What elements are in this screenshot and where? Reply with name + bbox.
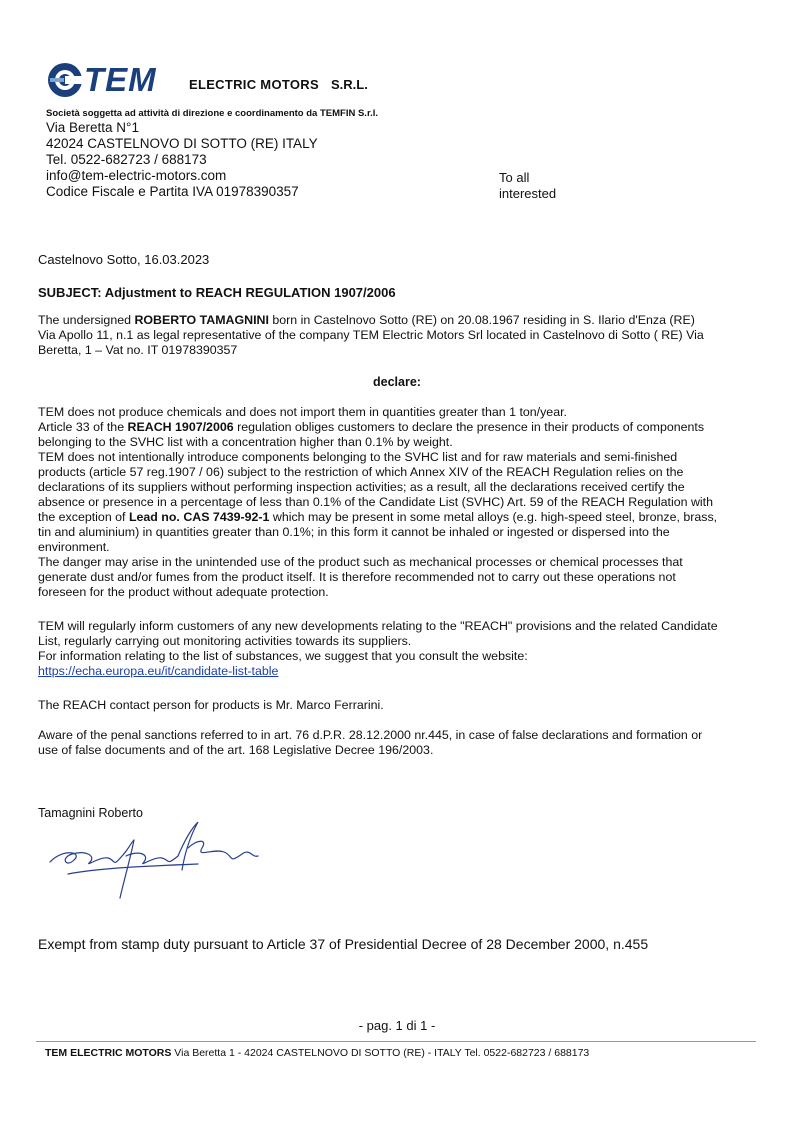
recipient-line: To all (499, 170, 530, 185)
body-line: generate dust and/or fumes from the product itself. It is therefore recommended not to carry out these operations not (38, 570, 676, 584)
page-number: - pag. 1 di 1 - (358, 1018, 436, 1033)
company-suffix: S.R.L. (331, 77, 368, 92)
body-line: belonging to the SVHC list with a concentration higher than 0.1% by weight. (38, 435, 453, 449)
body-line: declarations of its suppliers without performing inspection activities; as a result, all the declarations received certify the (38, 480, 685, 494)
letter-date: Castelnovo Sotto, 16.03.2023 (38, 252, 210, 267)
body-line (38, 420, 756, 435)
logo-wordmark: TEM (84, 61, 157, 98)
declare-heading: declare: (373, 375, 421, 389)
address-email: info@tem-electric-motors.com (46, 168, 227, 183)
contact-person: The REACH contact person for products is Mr. Marco Ferrarini. (38, 698, 384, 712)
address-street: Via Beretta N°1 (46, 120, 139, 135)
footer-company: TEM ELECTRIC MOTORS (45, 1047, 172, 1059)
body-line: environment. (38, 540, 110, 554)
inform-line: List, regularly carrying out monitoring activities towards its suppliers. (38, 634, 412, 648)
text-run: which may be present in some metal alloys (e.g. high-speed steel, bronze, brass, (269, 510, 718, 524)
subsidiary-note: Società soggetta ad attività di direzione e coordinamento da TEMFIN S.r.l. (46, 108, 379, 119)
lead-cas-bold: Lead no. CAS 7439-92-1 (128, 510, 270, 524)
address-phone: Tel. 0522-682723 / 688173 (46, 152, 207, 167)
inform-line: For information relating to the list of substances, we suggest that you consult the website: (38, 649, 528, 663)
body-line: foreseen for the product without adequate protection. (38, 585, 329, 599)
declaration-body (38, 405, 756, 600)
aware-line: Aware of the penal sanctions referred to in art. 76 d.P.R. 28.12.2000 nr.445, in case of false declarations and formation or (38, 728, 703, 742)
recipient-block (499, 170, 556, 202)
footer-address: Via Beretta 1 - 42024 CASTELNOVO DI SOTTO (RE) - ITALY Tel. 0522-682723 / 688173 (171, 1047, 590, 1059)
text-run: born in Castelnovo Sotto (RE) on 20.08.1967 residing in S. Ilario d'Enza (RE) (268, 313, 695, 327)
text-run: The undersigned (38, 313, 135, 327)
text-run: regulation obliges customers to declare the presence in their products of components (233, 420, 705, 434)
body-line: tin and aluminium) in quantities greater than 0.1%; in this form it cannot be inhaled or ingested or dispersed into the (38, 525, 670, 539)
tem-emblem-icon (46, 60, 86, 100)
text-run: Article 33 of the (38, 420, 128, 434)
intro-line (38, 313, 756, 328)
aware-line: use of false documents and of the art. 168 Legislative Decree 196/2003. (38, 743, 434, 757)
page-footer (45, 1047, 589, 1059)
text-run: the exception of (38, 510, 129, 524)
signatory-name-bold: ROBERTO TAMAGNINI (134, 313, 269, 327)
body-line (38, 510, 756, 525)
intro-paragraph (38, 313, 756, 358)
company-logo (46, 60, 426, 100)
inform-line: TEM will regularly inform customers of any new developments relating to the "REACH" provisions and the related Candidate (38, 619, 718, 633)
body-line: products (article 57 reg.1907 / 06) subject to the restriction of which Annex XIV of the REACH Regulation relies on the (38, 465, 684, 479)
address-city: 42024 CASTELNOVO DI SOTTO (RE) ITALY (46, 136, 318, 151)
intro-line: Beretta, 1 – Vat no. IT 01978390357 (38, 343, 238, 357)
address-vat: Codice Fiscale e Partita IVA 01978390357 (46, 184, 299, 199)
body-line: The danger may arise in the unintended use of the product such as mechanical processes or chemical processes that (38, 555, 683, 569)
aware-paragraph (38, 728, 756, 758)
company-name: ELECTRIC MOTORS (189, 77, 319, 92)
body-line: TEM does not produce chemicals and does not import them in quantities greater than 1 ton/year. (38, 405, 567, 419)
regulation-bold: REACH 1907/2006 (127, 420, 234, 434)
intro-line: Via Apollo 11, n.1 as legal representative of the company TEM Electric Motors Srl located in Castelnovo di Sotto ( RE) Via (38, 328, 704, 342)
stamp-duty-exemption: Exempt from stamp duty pursuant to Article 37 of Presidential Decree of 28 December 2000, n.455 (38, 936, 649, 952)
echa-candidate-list-link[interactable]: https://echa.europa.eu/it/candidate-list-table (38, 664, 279, 678)
inform-paragraph (38, 619, 756, 679)
footer-divider (36, 1041, 756, 1042)
body-line: TEM does not intentionally introduce components belonging to the SVHC list and for raw materials and semi-finished (38, 450, 678, 464)
recipient-line: interested (499, 186, 557, 201)
body-line: absence or presence in a percentage of less than 0.1% of the Candidate List (SVHC) Art. 59 of the REACH Regulation with (38, 495, 713, 509)
letter-subject: SUBJECT: Adjustment to REACH REGULATION 1907/2006 (38, 285, 396, 300)
signatory-name: Tamagnini Roberto (38, 806, 143, 820)
